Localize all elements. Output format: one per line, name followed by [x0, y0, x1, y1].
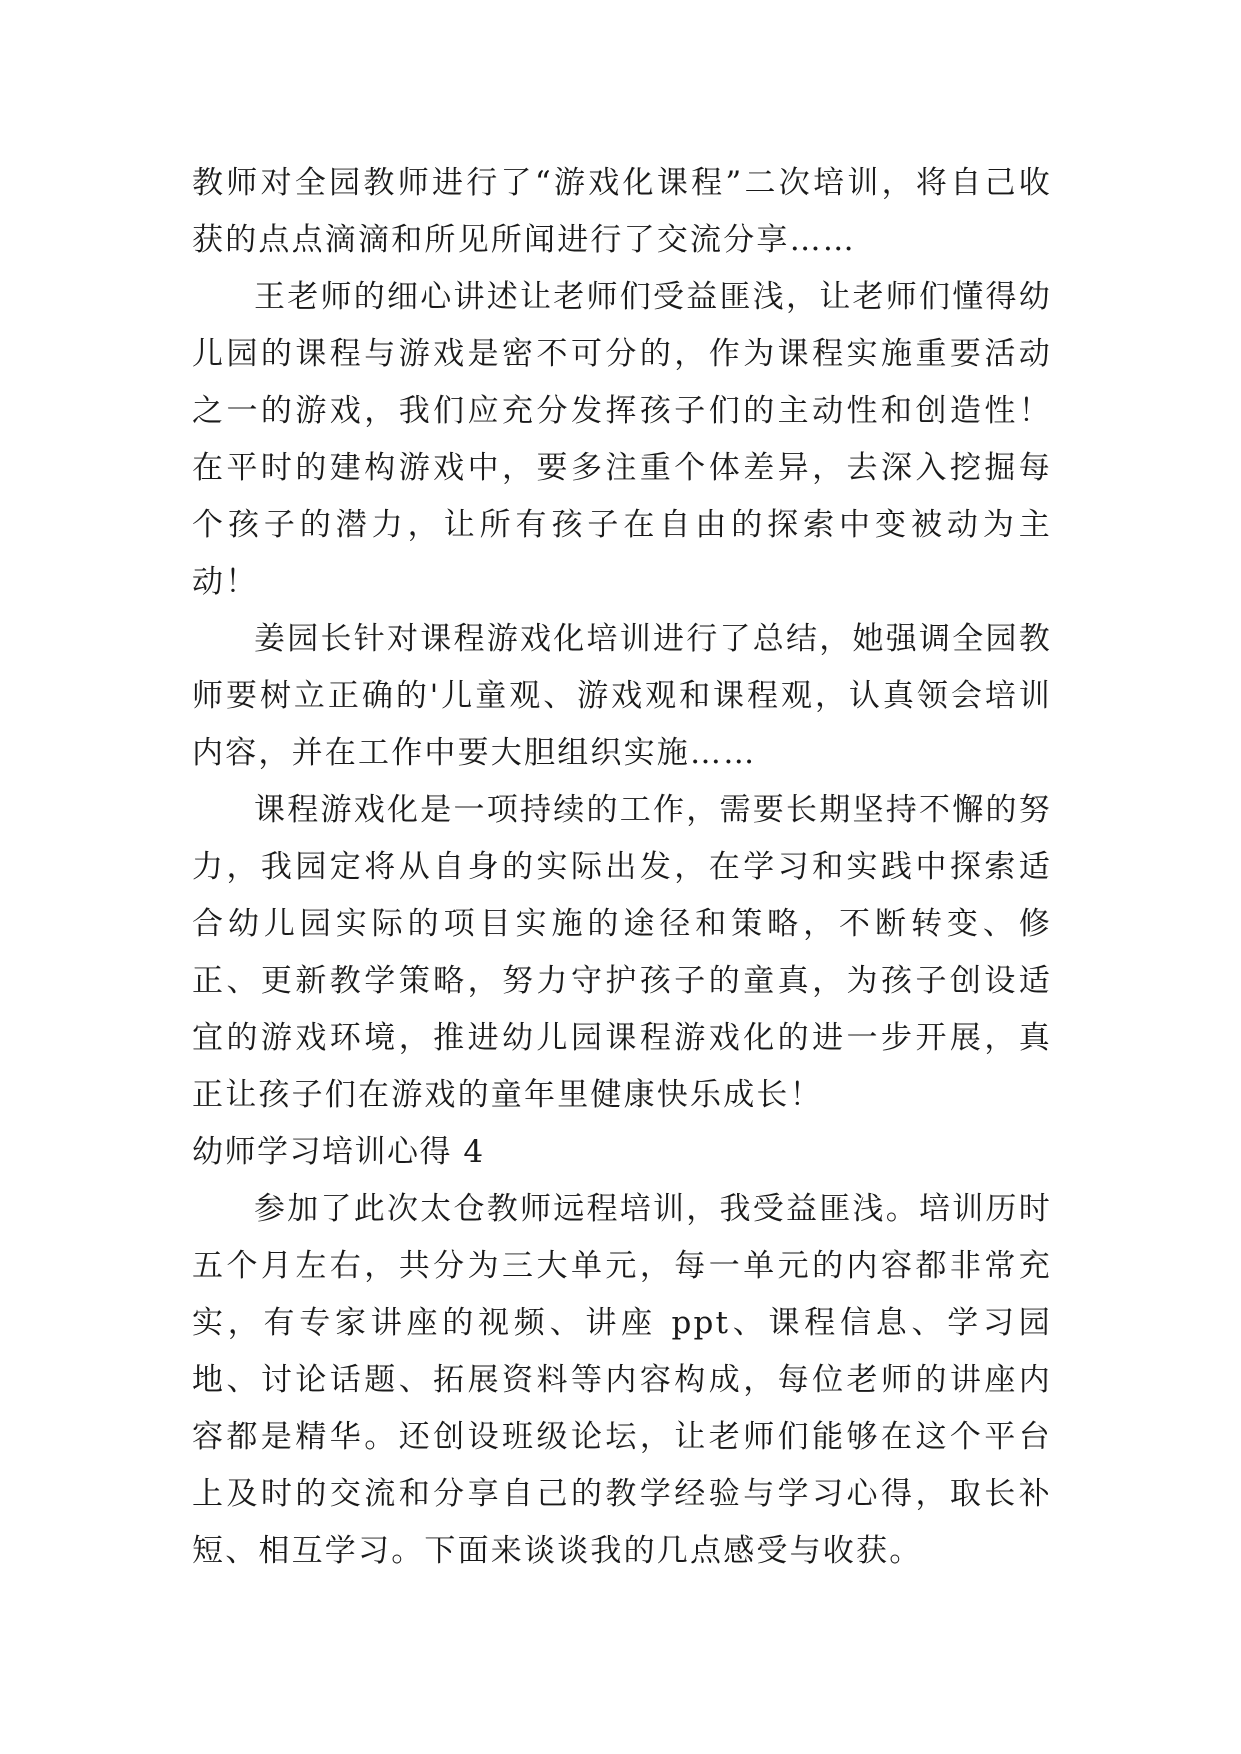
document-body: [192, 155, 1052, 1580]
paragraph-continued: 教师对全园教师进行了“游戏化课程”二次培训，将自己收获的点点滴滴和所见所闻进行了交流分享……: [192, 165, 1052, 258]
paragraph-remote-training: 参加了此次太仓教师远程培训，我受益匪浅。培训历时五个月左右，共分为三大单元，每一单元的内容都非常充实，有专家讲座的视频、讲座 ppt、课程信息、学习园地、讨论话题、拓展资料等内容构成，每位老师的讲座内容都是精华。还创设班级论坛，让老师们能够在这个平台上及时的交流和分享自己的教学经验与学习心得，取长补短、相互学习。下面来谈谈我的几点感受与收获。: [192, 1191, 1052, 1569]
paragraph-principal-jiang: 姜园长针对课程游戏化培训进行了总结，她强调全园教师要树立正确的'儿童观、游戏观和课程观，认真领会培训内容，并在工作中要大胆组织实施……: [192, 621, 1052, 771]
paragraph-conclusion: 课程游戏化是一项持续的工作，需要长期坚持不懈的努力，我园定将从自身的实际出发，在学习和实践中探索适合幼儿园实际的项目实施的途径和策略，不断转变、修正、更新教学策略，努力守护孩子的童真，为孩子创设适宜的游戏环境，推进幼儿园课程游戏化的进一步开展，真正让孩子们在游戏的童年里健康快乐成长！: [192, 792, 1052, 1113]
section-heading: 幼师学习培训心得 4: [192, 1134, 485, 1170]
paragraph-teacher-wang: 王老师的细心讲述让老师们受益匪浅，让老师们懂得幼儿园的课程与游戏是密不可分的，作为课程实施重要活动之一的游戏，我们应充分发挥孩子们的主动性和创造性！在平时的建构游戏中，要多注重个体差异，去深入挖掘每个孩子的潜力，让所有孩子在自由的探索中变被动为主动！: [192, 279, 1052, 600]
